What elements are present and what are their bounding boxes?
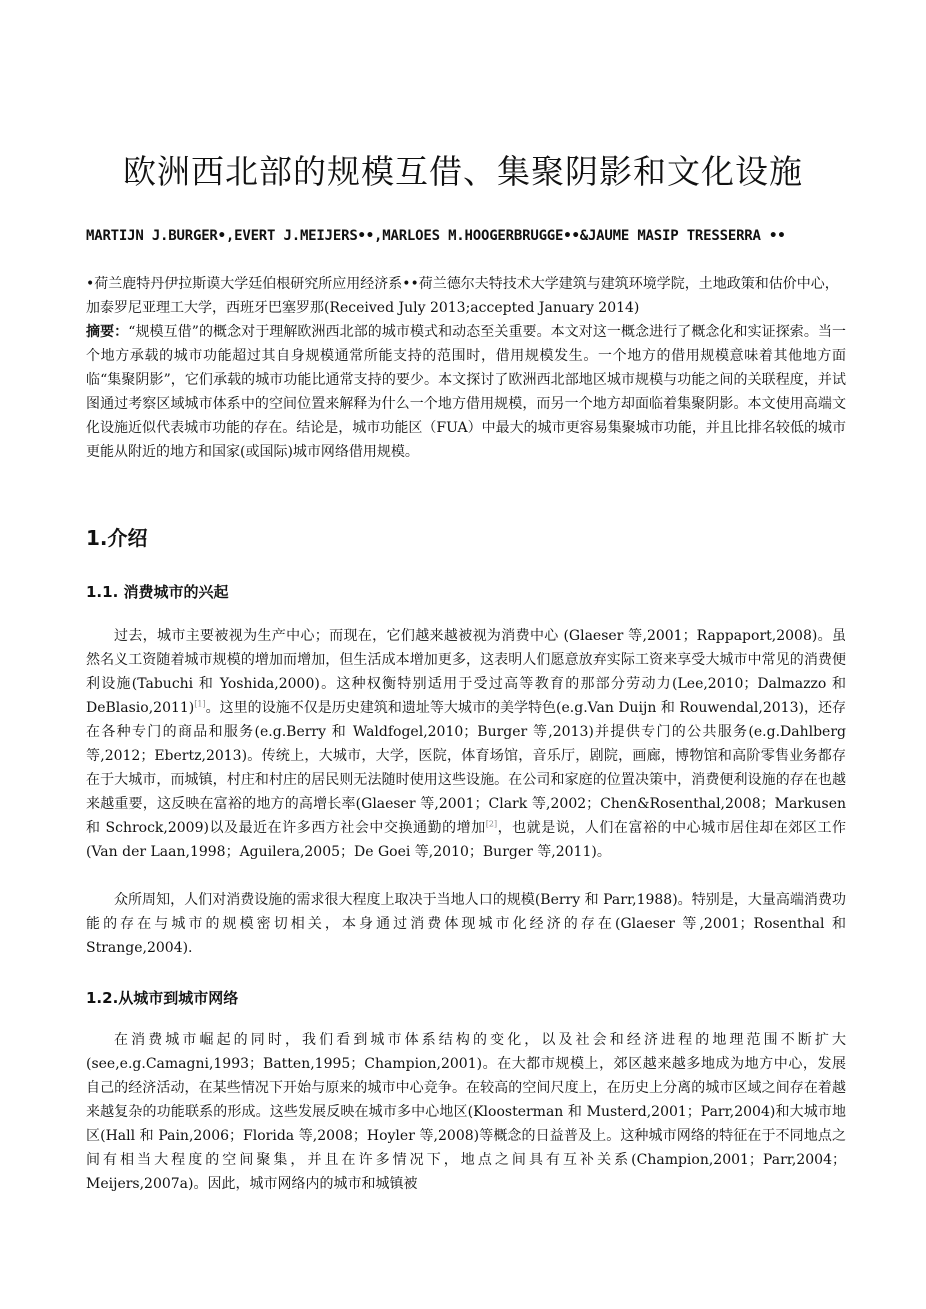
abstract-block [86,320,846,464]
paragraph-1-1-a [86,624,846,864]
subsection-heading-1-1: 1.1. 消费城市的兴起 [86,583,229,601]
paragraph-text: ，也就是说，人们在富裕的中心城市居住却在郊区工作(Van der Laan,1998；Aguilera,2005；De Goei 等,2010；Burger 等,2011)。 [86,820,846,860]
paragraph-text: 过去，城市主要被视为生产中心；而现在，它们越来越被视为消费中心 (Glaeser 等,2001；Rappaport,2008)。虽然名义工资随着城市规模的增加而增加，但生活成本增加更多，这表明人们愿意放弃实际工资来享受大城市中常见的消费便利设施(Tabuchi 和 Yoshida,2000)。这种权衡特别适用于受过高等教育的那部分劳动力(Lee,2010；Dalmazzo 和 DeBlasio,2011) [86,628,846,716]
author-list: MARTIJN J.BURGER•,EVERT J.MEIJERS••,MARLOES M.HOOGERBRUGGE••&JAUME MASIP TRESSERRA •• [86,228,786,244]
footnote-marker-1[interactable]: [1] [194,699,206,709]
paragraph-1-2-a: 在消费城市崛起的同时，我们看到城市体系结构的变化，以及社会和经济进程的地理范围不断扩大(see,e.g.Camagni,1993；Batten,1995；Champion,2001)。在大都市规模上，郊区越来越多地成为地方中心，发展自己的经济活动，在某些情况下开始与原来的城市中心竞争。在较高的空间尺度上，在历史上分离的城市区域之间存在着越来越复杂的功能联系的形成。这些发展反映在城市多中心地区(Kloosterman 和 Musterd,2001；Parr,2004)和大城市地区(Hall 和 Pain,2006；Florida 等,2008；Hoyler 等,2008)等概念的日益普及上。这种城市网络的特征在于不同地点之间有相当大程度的空间聚集，并且在许多情况下，地点之间具有互补关系(Champion,2001；Parr,2004；Meijers,2007a)。因此，城市网络内的城市和城镇被 [86,1032,846,1192]
abstract-label: 摘要： [86,324,129,340]
footnote-marker-2[interactable]: [2] [485,819,498,829]
paper-title: 欧洲西北部的规模互借、集聚阴影和文化设施 [123,152,803,191]
section-heading-introduction: 1.介绍 [86,526,148,550]
paragraph-text: 。这里的设施不仅是历史建筑和遗址等大城市的美学特色(e.g.Van Duijn 和 Rouwendal,2013)，还存在各种专门的商品和服务(e.g.Berry 和 Waldfogel,2010；Burger 等,2013)并提供专门的公共服务(e.g.Dahlberg 等,2012；Ebertz,2013)。传统上，大城市，大学，医院，体育场馆，音乐厅，剧院，画廊，博物馆和高阶零售业务都存在于大城市，而城镇，村庄和村庄的居民则无法随时使用这些设施。在公司和家庭的位置决策中，消费便利设施的存在也越来越重要，这反映在富裕的地方的高增长率(Glaeser 等,2001；Clark 等,2002；Chen&Rosenthal,2008；Markusen 和 Schrock,2009)以及最近在许多西方社会中交换通勤的增加 [86,700,846,836]
affiliation-text: •荷兰鹿特丹伊拉斯谟大学廷伯根研究所应用经济系••荷兰德尔夫特技术大学建筑与建筑环境学院，土地政策和估价中心，加泰罗尼亚理工大学，西班牙巴塞罗那(Received July 2013;accepted January 2014) [86,276,839,316]
paragraph-1-1-b: 众所周知，人们对消费设施的需求很大程度上取决于当地人口的规模(Berry 和 Parr,1988)。特别是，大量高端消费功能的存在与城市的规模密切相关，本身通过消费体现城市化经济的存在(Glaeser 等,2001；Rosenthal 和 Strange,2004). [86,892,846,956]
subsection-heading-1-2: 1.2.从城市到城市网络 [86,989,239,1007]
abstract-text: “规模互借”的概念对于理解欧洲西北部的城市模式和动态至关重要。本文对这一概念进行了概念化和实证探索。当一个地方承载的城市功能超过其自身规模通常所能支持的范围时，借用规模发生。一个地方的借用规模意味着其他地方面临“集聚阴影”，它们承载的城市功能比通常支持的要少。本文探讨了欧洲西北部地区城市规模与功能之间的关联程度，并试图通过考察区域城市体系中的空间位置来解释为什么一个地方借用规模，而另一个地方却面临着集聚阴影。本文使用高端文化设施近似代表城市功能的存在。结论是，城市功能区（FUA）中最大的城市更容易集聚城市功能，并且比排名较低的城市更能从附近的地方和国家(或国际)城市网络借用规模。 [86,324,847,460]
